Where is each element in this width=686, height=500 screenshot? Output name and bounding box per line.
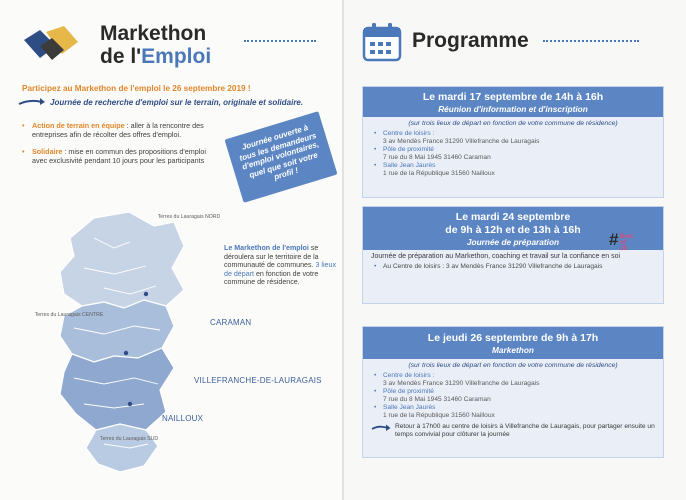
dotted-divider xyxy=(244,40,316,42)
list-item: • Salle Jean Jaurès xyxy=(371,404,655,412)
location-address: 7 rue du 8 Mai 1945 31460 Caraman xyxy=(383,396,491,403)
location-list xyxy=(371,263,655,271)
arrow-right-icon xyxy=(18,97,46,107)
card-header xyxy=(363,327,663,359)
card-date-line-1: Le mardi 24 septembre xyxy=(455,211,571,223)
location-address: 1 rue de la République 31560 Nailloux xyxy=(383,170,495,177)
title-line-1: Markethon xyxy=(100,22,207,45)
map-label-villefranche: VILLEFRANCHE-DE-LAURAGAIS xyxy=(194,376,322,385)
tagline: Journée de recherche d'emploi sur le terrain, originale et solidaire. xyxy=(50,98,304,107)
map-label-centre: Terres du Lauragais CENTRE xyxy=(34,312,104,318)
map-label-nord: Terres du Lauragais NORD xyxy=(157,214,221,220)
dotted-divider xyxy=(543,40,639,42)
list-item: • Action de terrain en équipe : aller à la rencontre des entreprises afin de récolter des offres d'emploi. xyxy=(22,121,222,139)
location-list xyxy=(371,130,655,178)
event-card-1 xyxy=(362,86,664,198)
calendar-icon xyxy=(362,22,402,62)
card-subtitle: Journée de préparation xyxy=(466,237,560,247)
location-address: 3 av Mendès France 31290 Villefranche de Lauragais xyxy=(383,138,540,145)
card-date-line-2: de 9h à 12h et de 13h à 16h xyxy=(445,224,581,236)
list-item: • Pôle de proximité xyxy=(371,388,655,396)
map-description: Le Markethon de l'emploi se déroulera sur le territoire de la communauté de communes. 3 lieux de départ en fonction de votre commune de résidence. xyxy=(224,244,336,287)
list-item: • Pôle de proximité xyxy=(371,146,655,154)
card-date: Le mardi 17 septembre de 14h à 16h xyxy=(422,91,604,103)
open-to-all-sticker: Journée ouverte à tous les demandeurs d'emploi volontaires, quel que soit votre profil ! xyxy=(224,111,337,203)
card-body xyxy=(363,117,663,182)
list-item: • Solidaire : mise en commun des propositions d'emploi avec exclusivité pendant 10 jours pour les participants xyxy=(22,147,222,165)
card-subtitle: Réunion d'information et d'inscription xyxy=(438,104,588,114)
page-title xyxy=(100,22,211,68)
card-header xyxy=(363,87,663,117)
card-body xyxy=(363,250,663,275)
list-item: • Centre de loisirs : xyxy=(371,372,655,380)
location-address: 7 rue du 8 Mai 1945 31460 Caraman xyxy=(383,154,491,161)
title-line-2: de l'Emploi xyxy=(100,45,212,68)
event-card-2 xyxy=(362,206,664,304)
map-label-sud: Terres du Lauragais SUD xyxy=(99,436,159,442)
list-item: • Centre de loisirs : xyxy=(371,130,655,138)
programme-title: Programme xyxy=(412,29,529,52)
return-note xyxy=(371,423,655,439)
map-label-nailloux: NAILLOUX xyxy=(162,414,204,423)
arrow-right-icon xyxy=(371,424,391,432)
card-date: Le jeudi 26 septembre de 9h à 17h xyxy=(427,332,599,344)
location-address: 1 rue de la République 31560 Nailloux xyxy=(383,412,495,419)
invitation-text: Participez au Markethon de l'emploi le 26 septembre 2019 ! xyxy=(22,84,251,93)
card-note: (sur trois lieux de départ en fonction de votre commune de résidence) xyxy=(408,120,618,127)
return-text: Retour à 17h00 au centre de loisirs à Villefranche de Lauragais, pour partager ensuite un temps convivial pour clôturer la journée xyxy=(395,423,655,438)
location-list xyxy=(371,372,655,420)
handshake-logo-icon xyxy=(22,24,80,64)
list-item: • Salle Jean Jaurès xyxy=(371,162,655,170)
card-description: Journée de préparation au Markethon, coaching et travail sur la confiance en soi xyxy=(371,253,621,260)
card-body xyxy=(363,359,663,443)
feature-list xyxy=(22,121,222,173)
event-card-3 xyxy=(362,326,664,458)
best-of-js-badge-icon: # Best of JS xyxy=(609,230,634,252)
card-subtitle: Markethon xyxy=(492,345,534,355)
location-address: 3 av Mendès France 31290 Villefranche de Lauragais xyxy=(383,380,540,387)
map-shape xyxy=(34,208,234,500)
territory-map xyxy=(34,208,334,500)
map-label-caraman: CARAMAN xyxy=(210,318,252,327)
list-item: • Au Centre de loisirs : 3 av Mendès France 31290 Villefranche de Lauragais xyxy=(371,263,655,271)
card-note: (sur trois lieux de départ en fonction de votre commune de résidence) xyxy=(408,362,618,369)
